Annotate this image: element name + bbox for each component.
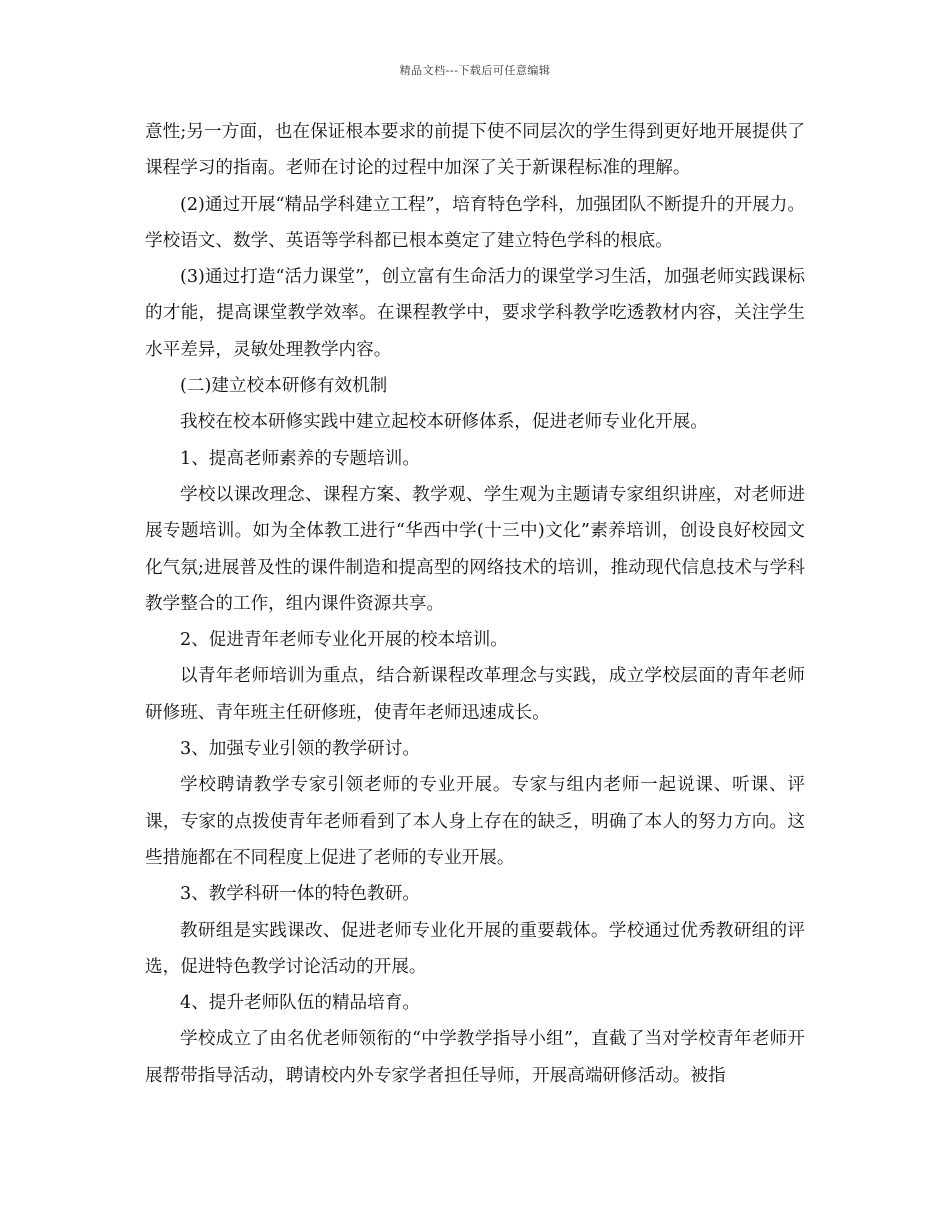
paragraph-1: 意性;另一方面，也在保证根本要求的前提下使不同层次的学生得到更好地开展提供了课程学习的指南。老师在讨论的过程中加深了关于新课程标准的理解。 <box>145 122 805 179</box>
paragraph-3: (3)通过打造“活力课堂”，创立富有生命活力的课堂学习生活，加强老师实践课标的才能，提高课堂教学效率。在课程教学中，要求学科教学吃透教材内容，关注学生水平差异，灵敏处理教学内容。 <box>145 267 805 360</box>
paragraph-11: 学校聘请教学专家引领老师的专业开展。专家与组内老师一起说课、听课、评课，专家的点拨使青年老师看到了本人身上存在的缺乏，明确了本人的努力方向。这些措施都在不同程度上促进了老师的专业开展。 <box>145 775 805 868</box>
paragraph-13: 教研组是实践课改、促进老师专业化开展的重要载体。学校通过优秀教研组的评选，促进特色教学讨论活动的开展。 <box>145 920 805 977</box>
paragraph-9: 以青年老师培训为重点，结合新课程改革理念与实践，成立学校层面的青年老师研修班、青年班主任研修班，使青年老师迅速成长。 <box>145 666 805 723</box>
subheading-3: 3、加强专业引领的教学研讨。 <box>180 739 420 760</box>
page-header: 精品文档---下载后可任意编辑 <box>399 64 551 77</box>
subheading-4: 4、提升老师队伍的精品培育。 <box>180 993 420 1014</box>
section-heading: (二)建立校本研修有效机制 <box>180 376 388 397</box>
paragraph-15: 学校成立了由名优老师领衔的“中学教学指导小组”，直截了当对学校青年老师开展帮带指导活动，聘请校内外专家学者担任导师，开展高端研修活动。被指 <box>145 1029 805 1086</box>
subheading-2: 2、促进青年老师专业化开展的校本培训。 <box>180 630 508 651</box>
subheading-3b: 3、教学科研一体的特色教研。 <box>180 884 420 905</box>
subheading-1: 1、提高老师素养的专题培训。 <box>180 448 420 469</box>
document-body <box>145 114 805 1094</box>
paragraph-2: (2)通过开展“精品学科建立工程”，培育特色学科，加强团队不断提升的开展力。学校语文、数学、英语等学科都已根本奠定了建立特色学科的根底。 <box>145 194 805 251</box>
paragraph-5: 我校在校本研修实践中建立起校本研修体系，促进老师专业化开展。 <box>180 412 708 433</box>
paragraph-7: 学校以课改理念、课程方案、教学观、学生观为主题请专家组织讲座，对老师进展专题培训。如为全体教工进行“华西中学(十三中)文化”素养培训，创设良好校园文化气氛;进展普及性的课件制造和提高型的网络技术的培训，推动现代信息技术与学科教学整合的工作，组内课件资源共享。 <box>145 484 805 614</box>
